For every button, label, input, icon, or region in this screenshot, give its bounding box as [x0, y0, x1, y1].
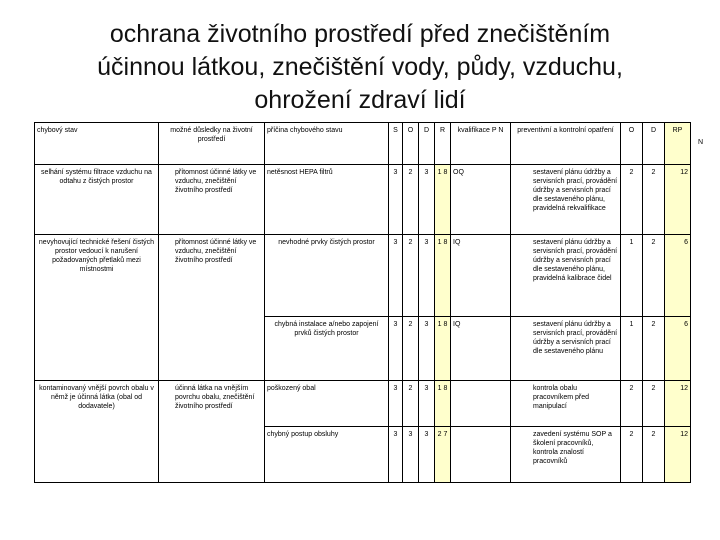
cell-o: 2: [403, 381, 419, 427]
cell-d: 3: [419, 317, 435, 381]
title-line-1: ochrana životního prostředí před znečištěním: [109, 20, 611, 48]
header-overflow-n: N: [698, 139, 704, 146]
cell-cause: chybná instalace a/nebo zapojení prvků čistých prostor: [265, 317, 389, 381]
cell-d2: 2: [643, 165, 665, 235]
cell-preventive: zavedení systému SOP a školení pracovníků, kontrola znalostí pracovníků: [511, 427, 621, 483]
cell-o2: 2: [621, 381, 643, 427]
cell-rp: 12: [665, 427, 691, 483]
cell-rp: 12: [665, 165, 691, 235]
cell-rp: 6: [665, 235, 691, 317]
cell-o2: 1: [621, 317, 643, 381]
cell-preventive: sestavení plánu údržby a servisních prací, provádění údržby a servisních prací dle sestaveného plánu, pravidelná kalibrace čidel: [511, 235, 621, 317]
cell-d: 3: [419, 165, 435, 235]
cell-o2: 1: [621, 235, 643, 317]
cell-d2: 2: [643, 317, 665, 381]
cell-d: 3: [419, 381, 435, 427]
cell-state: kontaminovaný vnější povrch obalu v němž je účinná látka (obal od dodavatele): [35, 381, 159, 483]
cell-cause: nevhodné prvky čistých prostor: [265, 235, 389, 317]
cell-rp: 6: [665, 317, 691, 381]
cell-qualification: IQ: [451, 235, 511, 317]
header-rp: RP: [665, 123, 691, 165]
header-preventive: preventivní a kontrolní opatření: [511, 123, 621, 165]
cell-rp: 12: [665, 381, 691, 427]
header-qualification: kvalifikace P N: [451, 123, 511, 165]
cell-r: 1 8: [435, 235, 451, 317]
cell-o: 2: [403, 317, 419, 381]
cell-r: 1 8: [435, 381, 451, 427]
cell-s: 3: [389, 235, 403, 317]
cell-s: 3: [389, 381, 403, 427]
header-consequence: možné důsledky na životní prostředí: [159, 123, 265, 165]
header-o2: O: [621, 123, 643, 165]
header-cause: příčina chybového stavu: [265, 123, 389, 165]
cell-consequence: přítomnost účinné látky ve vzduchu, znečištění životního prostředí: [159, 165, 265, 235]
cell-qualification: [451, 381, 511, 427]
cell-preventive: sestavení plánu údržby a servisních prací, provádění údržby a servisních prací dle sestaveného plánu, pravidelná rekvalifikace: [511, 165, 621, 235]
cell-o2: 2: [621, 427, 643, 483]
cell-s: 3: [389, 165, 403, 235]
header-state: chybový stav: [35, 123, 159, 165]
cell-o: 2: [403, 235, 419, 317]
header-o: O: [403, 123, 419, 165]
table-row: [35, 165, 691, 235]
cell-qualification: OQ: [451, 165, 511, 235]
cell-cause: chybný postup obsluhy: [265, 427, 389, 483]
cell-preventive: kontrola obalu pracovníkem před manipulací: [511, 381, 621, 427]
cell-s: 3: [389, 427, 403, 483]
cell-o: 3: [403, 427, 419, 483]
cell-state: selhání systému filtrace vzduchu na odtahu z čistých prostor: [35, 165, 159, 235]
cell-s: 3: [389, 317, 403, 381]
cell-cause: poškozený obal: [265, 381, 389, 427]
cell-r: 2 7: [435, 427, 451, 483]
header-d: D: [419, 123, 435, 165]
cell-d: 3: [419, 235, 435, 317]
table-row: [35, 381, 691, 427]
header-r: R: [435, 123, 451, 165]
title-line-2: účinnou látkou, znečištění vody, půdy, vzduchu,: [97, 53, 623, 81]
cell-preventive: sestavení plánu údržby a servisních prací, provádění údržby a servisních prací dle sestaveného plánu: [511, 317, 621, 381]
cell-d2: 2: [643, 427, 665, 483]
page-title: [0, 18, 720, 117]
cell-o: 2: [403, 165, 419, 235]
table-row: [35, 235, 691, 317]
fmea-table: [34, 122, 691, 483]
cell-d2: 2: [643, 381, 665, 427]
title-line-3: ohrožení zdraví lidí: [254, 86, 466, 114]
cell-consequence: přítomnost účinné látky ve vzduchu, znečištění životního prostředí: [159, 235, 265, 381]
cell-cause: netěsnost HEPA filtrů: [265, 165, 389, 235]
cell-consequence: účinná látka na vnějším povrchu obalu, znečištění životního prostředí: [159, 381, 265, 483]
cell-r: 1 8: [435, 165, 451, 235]
cell-r: 1 8: [435, 317, 451, 381]
cell-qualification: IQ: [451, 317, 511, 381]
cell-state: nevyhovující technické řešení čistých prostor vedoucí k narušení požadovaných přetlaků mezi místnostmi: [35, 235, 159, 381]
table-header-row: [35, 123, 691, 165]
cell-qualification: [451, 427, 511, 483]
header-s: S: [389, 123, 403, 165]
header-d2: D: [643, 123, 665, 165]
cell-d: 3: [419, 427, 435, 483]
cell-d2: 2: [643, 235, 665, 317]
cell-o2: 2: [621, 165, 643, 235]
